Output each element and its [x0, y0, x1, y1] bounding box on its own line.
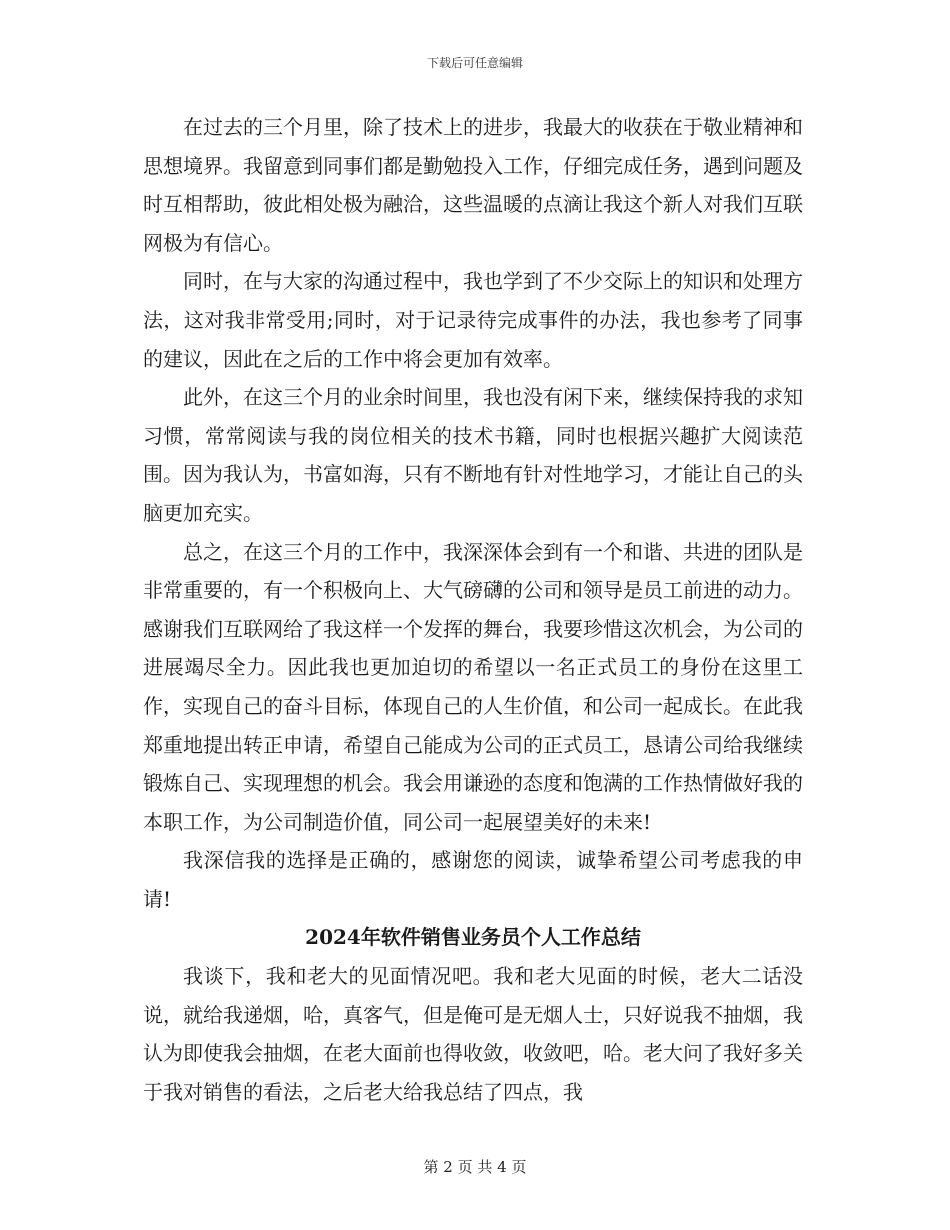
- document-body: [143, 108, 803, 1111]
- paragraph: 同时，在与大家的沟通过程中，我也学到了不少交际上的知识和处理方法，这对我非常受用;同时，对于记录待完成事件的办法，我也参考了同事的建议，因此在之后的工作中将会更加有效率。: [143, 269, 803, 371]
- paragraph: 我谈下，我和老大的见面情况吧。我和老大见面的时候，老大二话没说，就给我递烟，哈，真客气，但是俺可是无烟人士，只好说我不抽烟，我认为即使我会抽烟，在老大面前也得收敛，收敛吧，哈。老大问了我好多关于我对销售的看法，之后老大给我总结了四点，我: [143, 964, 803, 1104]
- page-footer: 第 2 页 共 4 页: [423, 1158, 527, 1176]
- paragraph: 在过去的三个月里，除了技术上的进步，我最大的收获在于敬业精神和思想境界。我留意到同事们都是勤勉投入工作，仔细完成任务，遇到问题及时互相帮助，彼此相处极为融洽，这些温暖的点滴让我这个新人对我们互联网极为有信心。: [143, 115, 803, 255]
- paragraph: 我深信我的选择是正确的，感谢您的阅读，诚挚希望公司考虑我的申请!: [143, 848, 803, 911]
- paragraph: 总之，在这三个月的工作中，我深深体会到有一个和谐、共进的团队是非常重要的，有一个积极向上、大气磅礴的公司和领导是员工前进的动力。感谢我们互联网给了我这样一个发挥的舞台，我要珍惜这次机会，为公司的进展竭尽全力。因此我也更加迫切的希望以一名正式员工的身份在这里工作，实现自己的奋斗目标，体现自己的人生价值，和公司一起成长。在此我郑重地提出转正申请，希望自己能成为公司的正式员工，恳请公司给我继续锻炼自己、实现理想的机会。我会用谦逊的态度和饱满的工作热情做好我的本职工作，为公司制造价值，同公司一起展望美好的未来!: [143, 539, 803, 834]
- paragraph: 此外，在这三个月的业余时间里，我也没有闲下来，继续保持我的求知习惯，常常阅读与我的岗位相关的技术书籍，同时也根据兴趣扩大阅读范围。因为我认为，书富如海，只有不断地有针对性地学习，才能让自己的头脑更加充实。: [143, 385, 803, 525]
- page-header: 下载后可任意编辑: [426, 56, 523, 70]
- section-title: 2024年软件销售业务员个人工作总结: [305, 925, 641, 950]
